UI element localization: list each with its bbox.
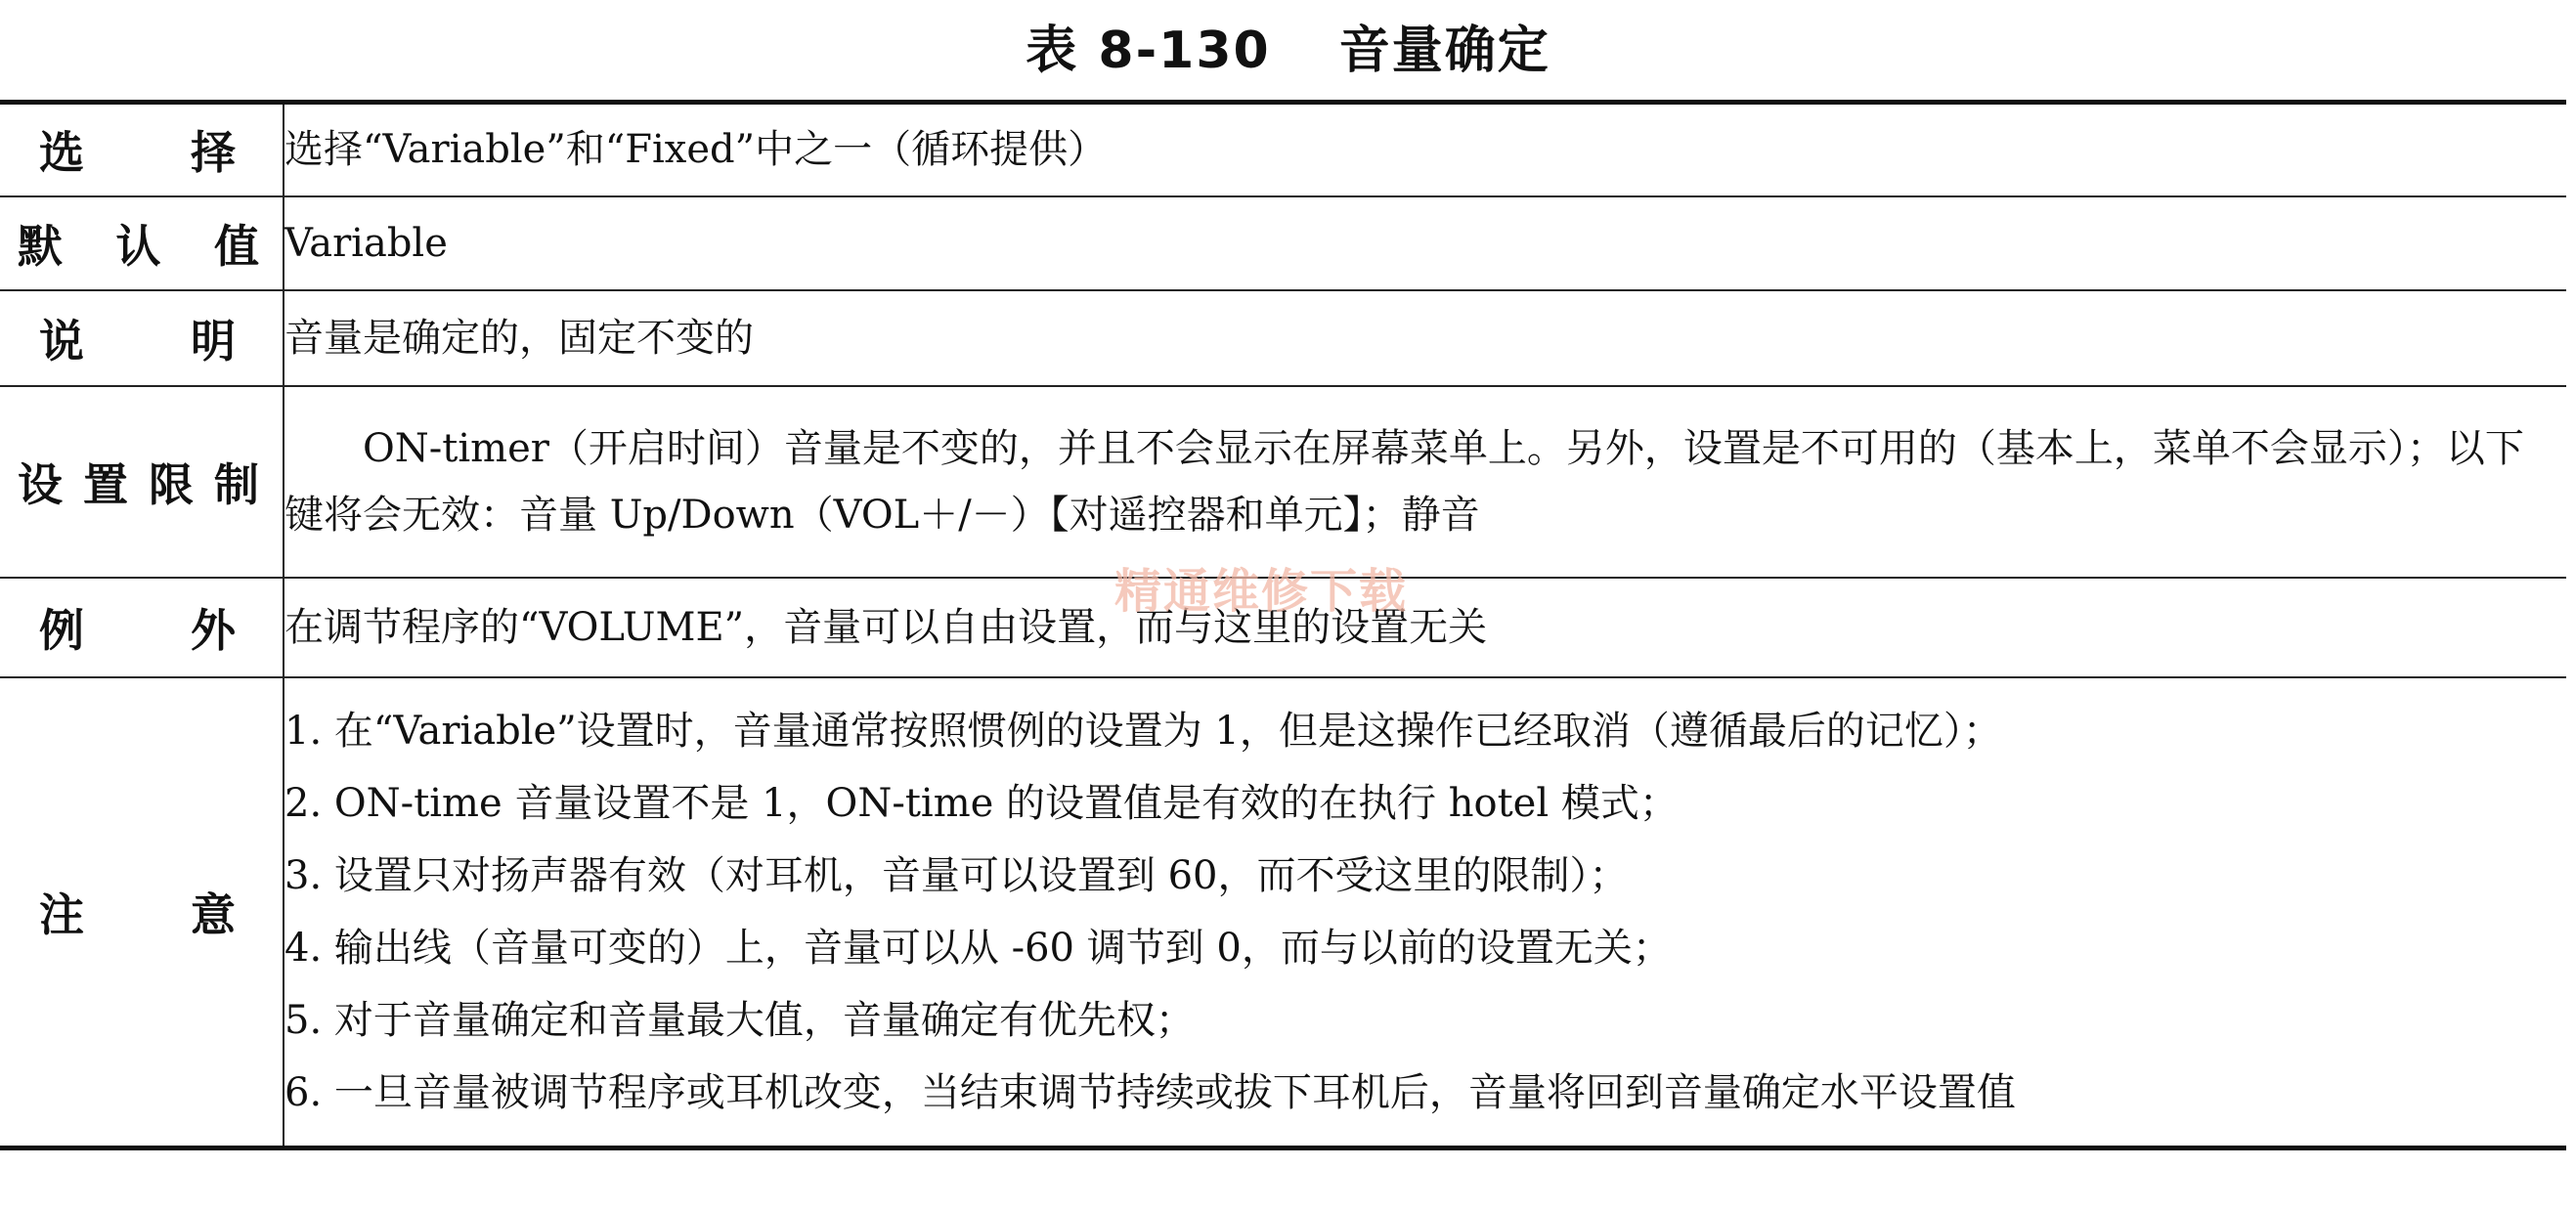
table-row-description [0,290,2566,386]
label-char: 注 [39,887,84,941]
label-char: 例 [39,603,84,657]
label-char: 说 [39,314,84,368]
label-char: 外 [191,603,236,657]
row-value-exception: 在调节程序的“VOLUME”，音量可以自由设置，而与这里的设置无关 [284,578,2566,677]
note-item: 6. 一旦音量被调节程序或耳机改变，当结束调节持续或拔下耳机后，音量将回到音量确定水平设置值 [284,1069,2016,1115]
row-value-notes [284,677,2566,1148]
label-char: 值 [214,219,259,273]
row-label-notes [0,677,284,1148]
row-label-description [0,290,284,386]
label-char: 认 [115,219,161,273]
label-char: 择 [191,126,236,180]
row-label-restriction [0,386,284,578]
row-label-default [0,196,284,290]
table-title-text: 音量确定 [1338,22,1550,80]
table-row-default [0,196,2566,290]
note-item: 2. ON-time 音量设置不是 1，ON-time 的设置值是有效的在执行 hotel 模式； [284,780,1679,826]
label-char: 制 [214,457,259,511]
label-char: 设 [18,457,63,511]
note-item: 5. 对于音量确定和音量最大值，音量确定有优先权； [284,997,1195,1043]
table-number: 表 8-130 [1026,22,1271,80]
label-char: 意 [191,887,236,941]
row-value-select: 选择“Variable”和“Fixed”中之一（循环提供） [284,127,1108,173]
note-item: 4. 输出线（音量可变的）上，音量可以从 -60 调节到 0，而与以前的设置无关； [284,925,1672,971]
note-item: 1. 在“Variable”设置时，音量通常按照惯例的设置为 1，但是这操作已经取消（遵循最后的记忆）； [284,708,2002,754]
label-char: 选 [39,126,84,180]
row-value-default: Variable [284,196,2566,290]
table-row-select [0,103,2566,196]
row-value-restriction: ON-timer（开启时间）音量是不变的，并且不会显示在屏幕菜单上。另外，设置是不可用的（基本上，菜单不会显示）；以下键将会无效：音量 Up/Down（VOL＋/－）【对遥控器和单元】；静音 [284,386,2566,578]
label-char: 限 [149,457,194,511]
note-item: 3. 设置只对扬声器有效（对耳机，音量可以设置到 60，而不受这里的限制）； [284,852,1629,898]
watermark: 精通维修下载 [1114,564,1409,619]
label-char: 明 [191,314,236,368]
label-char: 默 [18,219,63,273]
row-label-exception [0,578,284,677]
spec-table [0,100,2566,1150]
table-title [0,12,2576,90]
row-value-description: 音量是确定的，固定不变的 [284,290,2566,386]
table-row-restriction [0,386,2566,578]
row-label-select [0,103,284,196]
label-char: 置 [83,457,128,511]
table-row-notes [0,677,2566,1148]
